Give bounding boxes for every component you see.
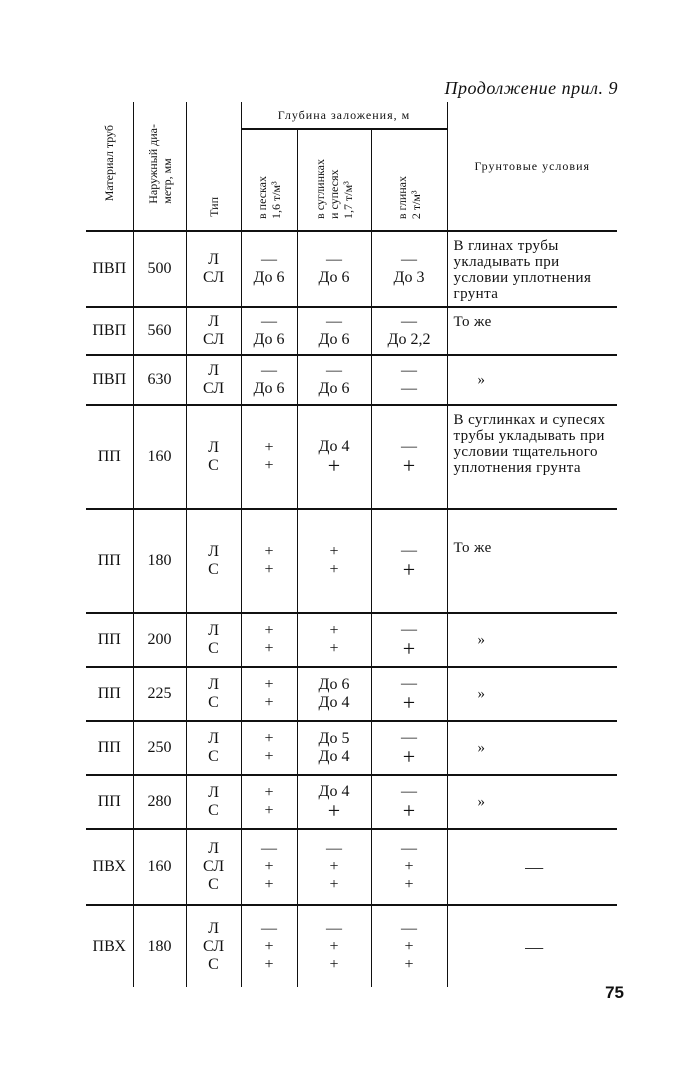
cell-sand: + +	[241, 721, 297, 775]
cell-type: Л С	[186, 405, 241, 509]
cell-loam: — До 6	[297, 307, 371, 355]
table-row	[86, 355, 617, 405]
cell-clay: — +	[371, 509, 447, 613]
cell-loam: До 5 До 4	[297, 721, 371, 775]
cell-loam: До 4 +	[297, 775, 371, 829]
cell-diameter: 160	[133, 829, 186, 905]
cell-clay: — +	[371, 721, 447, 775]
cell-clay: — До 3	[371, 231, 447, 307]
table-row	[86, 231, 617, 307]
cell-loam: — + +	[297, 905, 371, 987]
header-material: Материал труб	[86, 102, 133, 231]
cell-material: ПП	[86, 667, 133, 721]
cell-material: ПВХ	[86, 905, 133, 987]
table-caption: Продолжение прил. 9	[444, 78, 618, 98]
page-number: 75	[605, 983, 624, 1002]
cell-type: Л СЛ	[186, 355, 241, 405]
cell-material: ПП	[86, 405, 133, 509]
cell-soil: —	[447, 829, 617, 905]
cell-sand: — + +	[241, 829, 297, 905]
cell-soil: »	[447, 721, 617, 775]
header-soil: Грунтовые условия	[447, 102, 617, 231]
cell-material: ПВХ	[86, 829, 133, 905]
header-sand: в песках 1,6 т/м³	[241, 129, 297, 231]
cell-soil: В суглинках и супесях трубы укладывать при условии тщательного уплотнения грунта	[447, 405, 617, 509]
cell-sand: — До 6	[241, 307, 297, 355]
table-row	[86, 509, 617, 613]
cell-sand: + +	[241, 405, 297, 509]
cell-soil: В глинах трубы укладывать при условии уплотнения грунта	[447, 231, 617, 307]
table-row	[86, 667, 617, 721]
cell-sand: + +	[241, 509, 297, 613]
cell-diameter: 180	[133, 509, 186, 613]
cell-sand: + +	[241, 775, 297, 829]
cell-diameter: 560	[133, 307, 186, 355]
cell-sand: — До 6	[241, 231, 297, 307]
cell-soil: —	[447, 905, 617, 987]
cell-loam: До 4 +	[297, 405, 371, 509]
cell-clay: — + +	[371, 829, 447, 905]
cell-material: ПП	[86, 509, 133, 613]
cell-clay: — До 2,2	[371, 307, 447, 355]
table-row	[86, 721, 617, 775]
cell-material: ПВП	[86, 307, 133, 355]
header-loam: в суглинках и супесях 1,7 т/м³	[297, 129, 371, 231]
cell-material: ПП	[86, 775, 133, 829]
cell-type: Л СЛ С	[186, 905, 241, 987]
cell-type: Л СЛ С	[186, 829, 241, 905]
pipe-depth-table	[86, 102, 617, 987]
cell-type: Л СЛ	[186, 307, 241, 355]
cell-type: Л СЛ	[186, 231, 241, 307]
cell-soil: То же	[447, 307, 617, 355]
cell-type: Л С	[186, 775, 241, 829]
cell-loam: — + +	[297, 829, 371, 905]
cell-loam: — До 6	[297, 231, 371, 307]
cell-diameter: 630	[133, 355, 186, 405]
cell-sand: — + +	[241, 905, 297, 987]
cell-diameter: 160	[133, 405, 186, 509]
cell-diameter: 280	[133, 775, 186, 829]
cell-soil: »	[447, 667, 617, 721]
header-clay: в глинах 2 т/м³	[371, 129, 447, 231]
cell-loam: До 6 До 4	[297, 667, 371, 721]
cell-diameter: 180	[133, 905, 186, 987]
cell-sand: + +	[241, 613, 297, 667]
cell-diameter: 200	[133, 613, 186, 667]
header-diameter: Наружный диа- метр, мм	[133, 102, 186, 231]
header-type: Тип	[186, 102, 241, 231]
cell-material: ПП	[86, 721, 133, 775]
cell-soil: »	[447, 355, 617, 405]
cell-loam: + +	[297, 509, 371, 613]
cell-clay: — +	[371, 775, 447, 829]
cell-diameter: 225	[133, 667, 186, 721]
cell-sand: — До 6	[241, 355, 297, 405]
cell-type: Л С	[186, 667, 241, 721]
cell-type: Л С	[186, 509, 241, 613]
table-row	[86, 775, 617, 829]
cell-material: ПП	[86, 613, 133, 667]
header-depth-title: Глубина заложения, м	[241, 102, 447, 129]
cell-clay: — —	[371, 355, 447, 405]
cell-clay: — +	[371, 613, 447, 667]
cell-sand: + +	[241, 667, 297, 721]
table-row	[86, 905, 617, 987]
cell-material: ПВП	[86, 355, 133, 405]
cell-loam: + +	[297, 613, 371, 667]
cell-type: Л С	[186, 721, 241, 775]
cell-diameter: 250	[133, 721, 186, 775]
table-row	[86, 829, 617, 905]
cell-diameter: 500	[133, 231, 186, 307]
cell-clay: — + +	[371, 905, 447, 987]
table-row	[86, 613, 617, 667]
table-row	[86, 307, 617, 355]
cell-material: ПВП	[92, 260, 127, 277]
cell-clay: — +	[371, 405, 447, 509]
cell-soil: »	[447, 613, 617, 667]
cell-clay: — +	[371, 667, 447, 721]
cell-soil: »	[447, 775, 617, 829]
cell-soil: То же	[447, 509, 617, 613]
table-row	[86, 405, 617, 509]
cell-type: Л С	[186, 613, 241, 667]
cell-loam: — До 6	[297, 355, 371, 405]
